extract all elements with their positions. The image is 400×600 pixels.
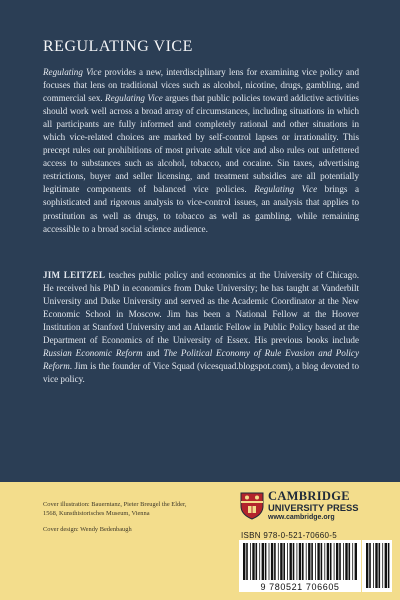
barcode-bar (308, 543, 310, 580)
barcode-bar (287, 543, 288, 580)
barcode-bar (290, 543, 292, 580)
blurb-run: Regulating Vice (254, 184, 318, 195)
barcode-bar (246, 543, 248, 580)
barcode-bar (321, 543, 323, 580)
blurb-run: argues that public policies toward addictive activities should work well across a broad array of circumstances, including situations in which all participants are fully informed and completely rational and other situations in which vice-related choices are marked by self-control lapses or irrationality. This precept rules out prohibitions of most private adult vice and also rules out unfettered access to substances such as alcohol, tobacco, and cocaine. Sin taxes, advertising restrictions, buyer and seller licensing, and treatment subsidies are all potentially legitimate components of balanced vice policies. (43, 93, 359, 195)
barcode-bar (327, 543, 329, 580)
barcode-bar (297, 543, 298, 580)
barcode-bar (382, 543, 383, 588)
barcode-bar (366, 543, 368, 588)
barcode-bar (388, 543, 390, 588)
book-description (43, 66, 359, 236)
barcode-bar (265, 543, 267, 580)
bio-run: teaches public policy and economics at the University of Chicago. He received his PhD in economics from Duke University; he has taught at Vanderbilt University and Duke University and served as the Academic Coordinator at the New Economic School in Moscow. Jim has been a National Fellow at the Hoover Institution at Stanford University and an Atlantic Fellow in Public Policy based at the Department of Economics of the University of Essex. His previous books include (43, 270, 360, 346)
author-name: JIM LEITZEL (43, 270, 106, 280)
blurb-run: Regulating Vice (105, 93, 163, 104)
publisher-url: www.cambridge.org (268, 514, 335, 521)
price-addon-barcode (362, 540, 392, 592)
bio-run: and (142, 348, 164, 359)
barcode-bar (302, 543, 304, 580)
barcode-bar (385, 543, 387, 588)
barcode-bar (271, 543, 273, 580)
cambridge-shield-icon (240, 492, 264, 520)
barcode-bar (352, 543, 353, 580)
blurb-run: Regulating Vice (43, 67, 102, 77)
barcode-bar (259, 543, 260, 580)
barcode-bar (349, 543, 351, 580)
barcode-bar (339, 543, 341, 580)
cover-design-credit: Cover design: Wendy Bedenbaugh (43, 526, 132, 533)
barcode-bar (373, 543, 374, 588)
barcode-number: 9 780521 706605 (239, 582, 361, 592)
barcode-bar (324, 543, 325, 580)
bio-run: . Jim is the founder of Vice Squad (vicesquad.blogspot.com), a blog devoted to vice policy. (43, 361, 359, 385)
barcode-bar (343, 543, 344, 580)
publisher-name: CAMBRIDGE (268, 489, 350, 503)
barcode-bar (336, 543, 338, 580)
blurb-run: brings a sophisticated and rigorous analysis to vice-control issues, an analysis that applies to prostitution as well as drugs, to tobacco as well as gambling, while remaining accessible to a broad social science audience. (43, 184, 359, 234)
barcode-bar (243, 543, 245, 580)
barcode-bar (299, 543, 301, 580)
barcode-bar (262, 543, 264, 580)
barcode-bar (280, 543, 282, 580)
barcode-bar (355, 543, 357, 580)
barcode-bar (269, 543, 270, 580)
barcode-bar (252, 543, 254, 580)
blurb-run: provides a new, interdisciplinary lens for examining vice policy and focuses that lens on traditional vices such as alcohol, nicotine, drugs, gambling, and commercial sex. (43, 67, 359, 104)
publisher-subtitle: UNIVERSITY PRESS (268, 502, 359, 513)
barcode-bar (330, 543, 332, 580)
barcode-bar (334, 543, 335, 580)
isbn-label: ISBN 978-0-521-70660-5 (241, 531, 337, 540)
barcode-bar (293, 543, 295, 580)
barcode-bar (375, 543, 377, 588)
barcode-bar (345, 543, 347, 580)
barcode-bar (274, 543, 276, 580)
barcode-bar (379, 543, 381, 588)
bio-run: Russian Economic Reform (43, 348, 143, 359)
barcode-bar (256, 543, 258, 580)
barcode-bar (315, 543, 316, 580)
cover-illustration-credit: Cover illustration: Bauerntanz, Pieter Breugel the Elder, 1568, Kunsthistorisches Museum, Vienna (43, 501, 187, 517)
bio-run: The Political Economy of Rule Evasion and Policy Reform (43, 348, 359, 372)
barcode-bar (317, 543, 319, 580)
author-bio-text (43, 270, 359, 384)
barcode-bar (369, 543, 371, 588)
author-bio (43, 269, 359, 386)
barcode-bar (278, 543, 279, 580)
barcode-bar (283, 543, 285, 580)
barcode-bar (311, 543, 313, 580)
barcode-bar (306, 543, 307, 580)
barcode-bar (250, 543, 251, 580)
book-title: REGULATING VICE (43, 38, 193, 55)
